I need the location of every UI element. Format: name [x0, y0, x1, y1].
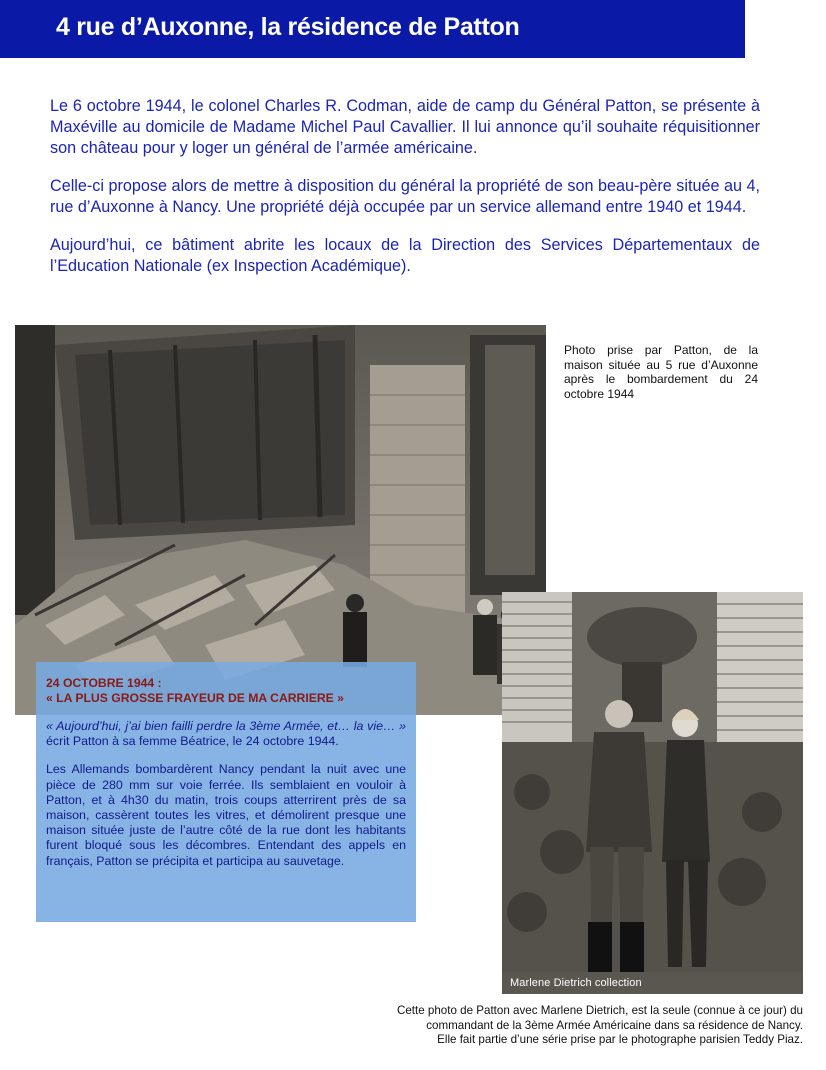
- quote-attribution: écrit Patton à sa femme Béatrice, le 24 octobre 1944.: [46, 734, 339, 749]
- sidebar-heading: « LA PLUS GROSSE FRAYEUR DE MA CARRIERE »: [46, 691, 344, 705]
- caption-line-1: Cette photo de Patton avec Marlene Dietrich, est la seule (connue à ce jour) du: [396, 1004, 803, 1017]
- title-bar: [0, 0, 745, 58]
- sidebar-quote-paragraph: [46, 719, 406, 749]
- sidebar-date-heading: 24 OCTOBRE 1944 :: [46, 676, 162, 690]
- dietrich-photo-caption: [333, 1004, 803, 1048]
- ruins-photo-caption: Photo prise par Patton, de la maison située au 5 rue d’Auxonne après le bombardement du 24 octobre 1944: [564, 343, 758, 401]
- caption-line-2: commandant de la 3ème Armée Américaine dans sa résidence de Nancy.: [426, 1018, 803, 1032]
- sidebar-body: Les Allemands bombardèrent Nancy pendant la nuit avec une pièce de 280 mm sur voie ferrée. Ils semblaient en vouloir à Patton, et à 4h30 du matin, trois coups atterrirent près de sa maison, cassèrent toutes les vitres, et démolirent presque une maison située juste de l’autre côté de la rue dont les habitants furent bloqué sous les décombres. Entendant des appels en français, Patton se précipita et participa au sauvetage.: [46, 762, 406, 868]
- patton-dietrich-photo-image: [502, 592, 803, 994]
- photo-watermark: Marlene Dietrich collection: [510, 977, 642, 989]
- caption-line-3: Elle fait partie d’une série prise par le photographe parisien Teddy Piaz.: [437, 1033, 803, 1046]
- sidebar-box: [36, 662, 416, 922]
- page-title: 4 rue d’Auxonne, la résidence de Patton: [56, 13, 520, 41]
- intro-text: [50, 96, 760, 294]
- ruins-photo: [15, 325, 546, 715]
- intro-paragraph-3: Aujourd’hui, ce bâtiment abrite les locaux de la Direction des Services Départementaux de l’Education Nationale (ex Inspection Académique).: [50, 236, 760, 275]
- patton-quote: « Aujourd’hui, j’ai bien failli perdre la 3ème Armée, et… la vie… »: [46, 719, 406, 733]
- intro-paragraph-2: Celle-ci propose alors de mettre à disposition du général la propriété de son beau-père située au 4, rue d’Auxonne à Nancy. Une propriété déjà occupée par un service allemand entre 1940 et 1944.: [50, 177, 760, 216]
- ruins-photo-image: [15, 325, 546, 715]
- patton-dietrich-photo: [502, 592, 803, 994]
- intro-paragraph-1: Le 6 octobre 1944, le colonel Charles R. Codman, aide de camp du Général Patton, se présente à Maxéville au domicile de Madame Michel Paul Cavallier. Il lui annonce qu’il souhaite réquisitionner son château pour y loger un général de l’armée américaine.: [50, 97, 760, 157]
